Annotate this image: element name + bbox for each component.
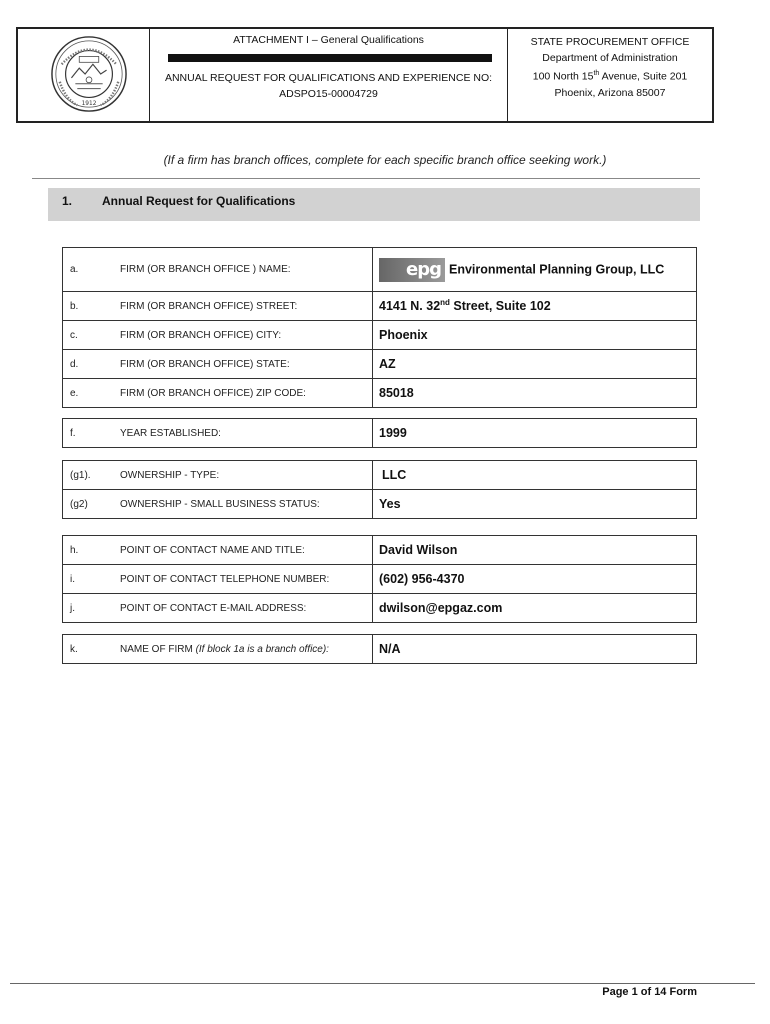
row-letter: j. <box>70 602 75 614</box>
street-sup: nd <box>440 298 450 308</box>
row-label-text: OWNERSHIP - SMALL BUSINESS STATUS: <box>120 498 320 510</box>
branch-firm-table <box>62 634 697 664</box>
row-label-text: POINT OF CONTACT TELEPHONE NUMBER: <box>120 573 330 585</box>
street-suffix: Street, Suite 102 <box>449 299 551 314</box>
form-header <box>16 27 714 123</box>
contact-table <box>62 535 697 623</box>
row-letter: h. <box>70 544 79 556</box>
arizona-seal-icon <box>50 35 128 113</box>
row-label-text: OWNERSHIP - TYPE: <box>120 469 220 481</box>
table-row <box>63 490 697 519</box>
office-name: STATE PROCUREMENT OFFICE <box>530 36 690 48</box>
table-row <box>63 565 697 594</box>
table-row <box>63 461 697 490</box>
table-row <box>63 248 697 292</box>
row-label-text: POINT OF CONTACT NAME AND TITLE: <box>120 544 305 556</box>
row-label <box>63 379 373 408</box>
row-label-text: FIRM (OR BRANCH OFFICE) STATE: <box>120 358 290 370</box>
contact-phone-field[interactable]: (602) 956-4370 <box>373 565 697 594</box>
city-field[interactable]: Phoenix <box>373 321 697 350</box>
request-number-line2: ADSPO15-00004729 <box>279 88 378 100</box>
title-divider-bar <box>168 54 492 62</box>
attachment-title: ATTACHMENT I – General Qualifications <box>233 34 424 46</box>
row-label <box>63 565 373 594</box>
year-established-field[interactable]: 1999 <box>373 419 697 448</box>
branch-instruction: (If a firm has branch offices, complete for each specific branch office seeking work.) <box>163 153 607 167</box>
row-label <box>63 292 373 321</box>
row-label-text: YEAR ESTABLISHED: <box>120 427 221 439</box>
table-row <box>63 594 697 623</box>
department-name: Department of Administration <box>542 52 678 64</box>
row-label-text: FIRM (OR BRANCH OFFICE) ZIP CODE: <box>120 387 306 399</box>
office-city: Phoenix, Arizona 85007 <box>554 86 666 99</box>
year-table <box>62 418 697 448</box>
street-field[interactable] <box>373 292 697 321</box>
table-row <box>63 292 697 321</box>
row-letter: c. <box>70 329 78 341</box>
row-label <box>63 321 373 350</box>
small-business-field[interactable]: Yes <box>373 490 697 519</box>
table-row <box>63 635 697 664</box>
row-letter: k. <box>70 643 78 655</box>
row-letter: e. <box>70 387 79 399</box>
row-label-text: POINT OF CONTACT E-MAIL ADDRESS: <box>120 602 307 614</box>
office-address <box>508 66 712 85</box>
row-label <box>63 419 373 448</box>
svg-text:1912: 1912 <box>81 101 97 108</box>
row-label-text: FIRM (OR BRANCH OFFICE) STREET: <box>120 300 298 312</box>
branch-firm-name-field[interactable]: N/A <box>373 635 697 664</box>
section-heading <box>48 188 700 221</box>
table-row <box>63 379 697 408</box>
section-number: 1. <box>62 194 73 208</box>
row-label <box>63 461 373 490</box>
state-field[interactable]: AZ <box>373 350 697 379</box>
epg-logo <box>379 258 445 282</box>
address-prefix: 100 North 15 <box>532 70 594 83</box>
row-label <box>63 594 373 623</box>
row-letter: d. <box>70 358 79 370</box>
row-letter: b. <box>70 300 79 312</box>
horizontal-rule <box>32 178 700 179</box>
row-label <box>63 350 373 379</box>
table-row <box>63 321 697 350</box>
row-label <box>63 248 373 292</box>
ownership-table <box>62 460 697 519</box>
row-letter: (g1). <box>70 469 91 481</box>
firm-address-table <box>62 247 697 408</box>
row-label <box>63 490 373 519</box>
row-label-text: FIRM (OR BRANCH OFFICE ) NAME: <box>120 264 291 275</box>
row-letter: i. <box>70 573 75 585</box>
table-row <box>63 419 697 448</box>
firm-name-value: Environmental Planning Group, LLC <box>449 261 665 276</box>
contact-email-field[interactable]: dwilson@epgaz.com <box>373 594 697 623</box>
row-label <box>63 536 373 565</box>
zip-field[interactable]: 85018 <box>373 379 697 408</box>
row-label-text: NAME OF FIRM <box>120 643 196 655</box>
office-cell <box>508 29 712 121</box>
attachment-cell <box>150 29 508 121</box>
row-letter: f. <box>70 427 76 439</box>
contact-name-field[interactable]: David Wilson <box>373 536 697 565</box>
seal-cell <box>18 29 150 121</box>
address-suffix: Avenue, Suite 201 <box>599 70 688 83</box>
table-row <box>63 536 697 565</box>
logo-text: epg <box>406 258 441 280</box>
ownership-type-field[interactable]: LLC <box>373 461 697 490</box>
footer-rule <box>10 983 755 984</box>
row-letter: a. <box>70 264 79 275</box>
row-label-note: (If block 1a is a branch office): <box>195 643 329 655</box>
row-label <box>63 635 373 664</box>
row-label-text: FIRM (OR BRANCH OFFICE) CITY: <box>120 329 282 341</box>
section-title: Annual Request for Qualifications <box>102 194 296 208</box>
request-number-line1: ANNUAL REQUEST FOR QUALIFICATIONS AND EXPERIENCE NO: <box>164 72 493 84</box>
row-letter: (g2) <box>70 498 88 510</box>
street-prefix: 4141 N. 32 <box>379 299 441 314</box>
page-number: Page 1 of 14 Form <box>602 986 697 998</box>
address-sup: th <box>593 70 600 77</box>
firm-name-field[interactable] <box>373 248 697 292</box>
table-row <box>63 350 697 379</box>
